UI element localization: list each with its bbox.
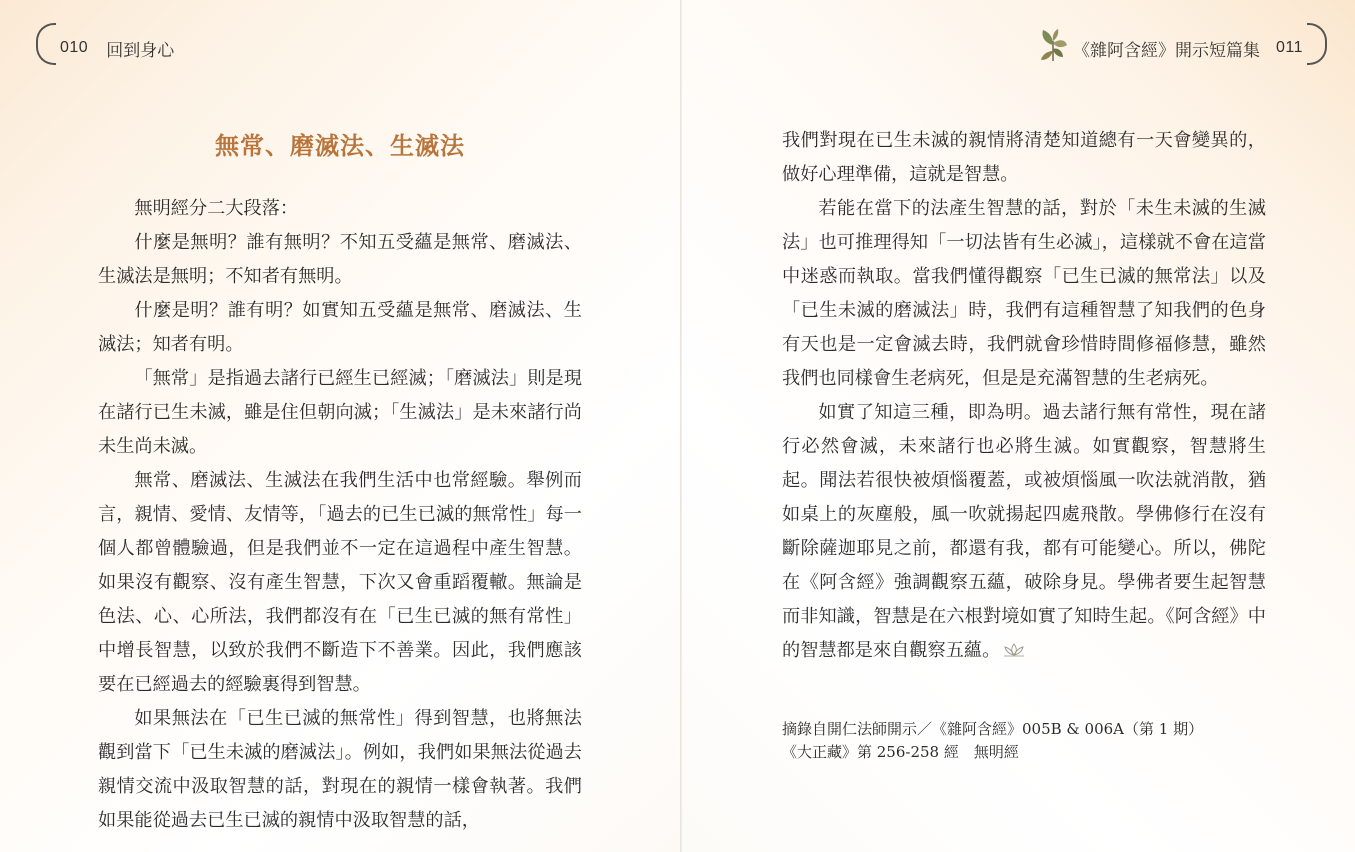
paragraph: 什麼是無明？誰有無明？不知五受蘊是無常、磨滅法、生滅法是無明；不知者有無明。 <box>98 232 582 287</box>
right-page <box>682 0 1355 852</box>
source-line: 摘錄自開仁法師開示／《雜阿含經》005B & 006A（第 1 期） <box>782 720 1204 738</box>
left-body-text <box>98 192 582 838</box>
right-running-head <box>1037 24 1327 64</box>
page-number-bracket <box>1307 23 1327 65</box>
paragraph <box>782 396 1266 668</box>
paragraph: 無常、磨滅法、生滅法在我們生活中也常經驗。舉例而言，親情、愛情、友情等，「過去的已生已滅的無常性」每一個人都曾體驗過，但是我們並不一定在這過程中產生智慧。如果沒有觀察、沒有產生智慧，下次又會重蹈覆轍。無論是色法、心、心所法，我們都沒有在「已生已滅的無有常性」中增長智慧，以致於我們不斷造下不善業。因此，我們應該要在已經過去的經驗裏得到智慧。 <box>98 470 582 695</box>
paragraph: 若能在當下的法產生智慧的話，對於「未生未滅的生滅法」也可推理得知「一切法皆有生必滅」，這樣就不會在這當中迷惑而執取。當我們懂得觀察「已生已滅的無常法」以及「已生未滅的磨滅法」時，我們有這種智慧了知我們的色身有天也是一定會滅去時，我們就會珍惜時間修福修慧，雖然我們也同樣會生老病死，但是是充滿智慧的生老病死。 <box>782 198 1266 389</box>
paragraph-continued: 我們對現在已生未滅的親情將清楚知道總有一天會變異的，做好心理準備，這就是智慧。 <box>782 130 1266 185</box>
source-line: 《大正藏》第 256-258 經 無明經 <box>782 743 1019 761</box>
leaf-icon <box>1037 27 1069 63</box>
page-number-bracket <box>36 23 56 65</box>
right-running-head-title: 《雜阿含經》開示短篇集 <box>1072 40 1260 61</box>
lotus-icon <box>1002 642 1026 658</box>
paragraph: 「無常」是指過去諸行已經生已經滅；「磨滅法」則是現在諸行已生未滅，雖是住但朝向滅；「生滅法」是未來諸行尚未生尚未滅。 <box>98 368 582 457</box>
paragraph: 如果無法在「已生已滅的無常性」得到智慧，也將無法觀到當下「已生未滅的磨滅法」。例如，我們如果無法從過去親情交流中汲取智慧的話，對現在的親情一樣會執著。我們如果能從過去已生已滅的親情中汲取智慧的話， <box>98 708 582 831</box>
paragraph: 什麼是明？誰有明？如實知五受蘊是無常、磨滅法、生滅法；知者有明。 <box>98 300 582 355</box>
right-page-number: 011 <box>1275 39 1303 56</box>
source-citation <box>782 718 1266 764</box>
paragraph: 無明經分二大段落： <box>134 198 299 219</box>
left-page-number: 010 <box>60 39 89 56</box>
paragraph-text: 如實了知這三種，即為明。過去諸行無有常性，現在諸行必然會滅，未來諸行也必將生滅。如實觀察，智慧將生起。聞法若很快被煩惱覆蓋，或被煩惱風一吹法就消散，猶如桌上的灰塵般，風一吹就揚起四處飛散。學佛修行在沒有斷除薩迦耶見之前，都還有我，都有可能變心。所以，佛陀在《阿含經》強調觀察五蘊，破除身見。學佛者要生起智慧而非知識，智慧是在六根對境如實了知時生起。《阿含經》中的智慧都是來自觀察五蘊。 <box>782 402 1266 661</box>
left-running-head <box>36 24 174 64</box>
right-body-text <box>782 124 1266 668</box>
article-title: 無常、磨滅法、生滅法 <box>215 131 465 160</box>
left-running-head-title: 回到身心 <box>106 40 175 61</box>
